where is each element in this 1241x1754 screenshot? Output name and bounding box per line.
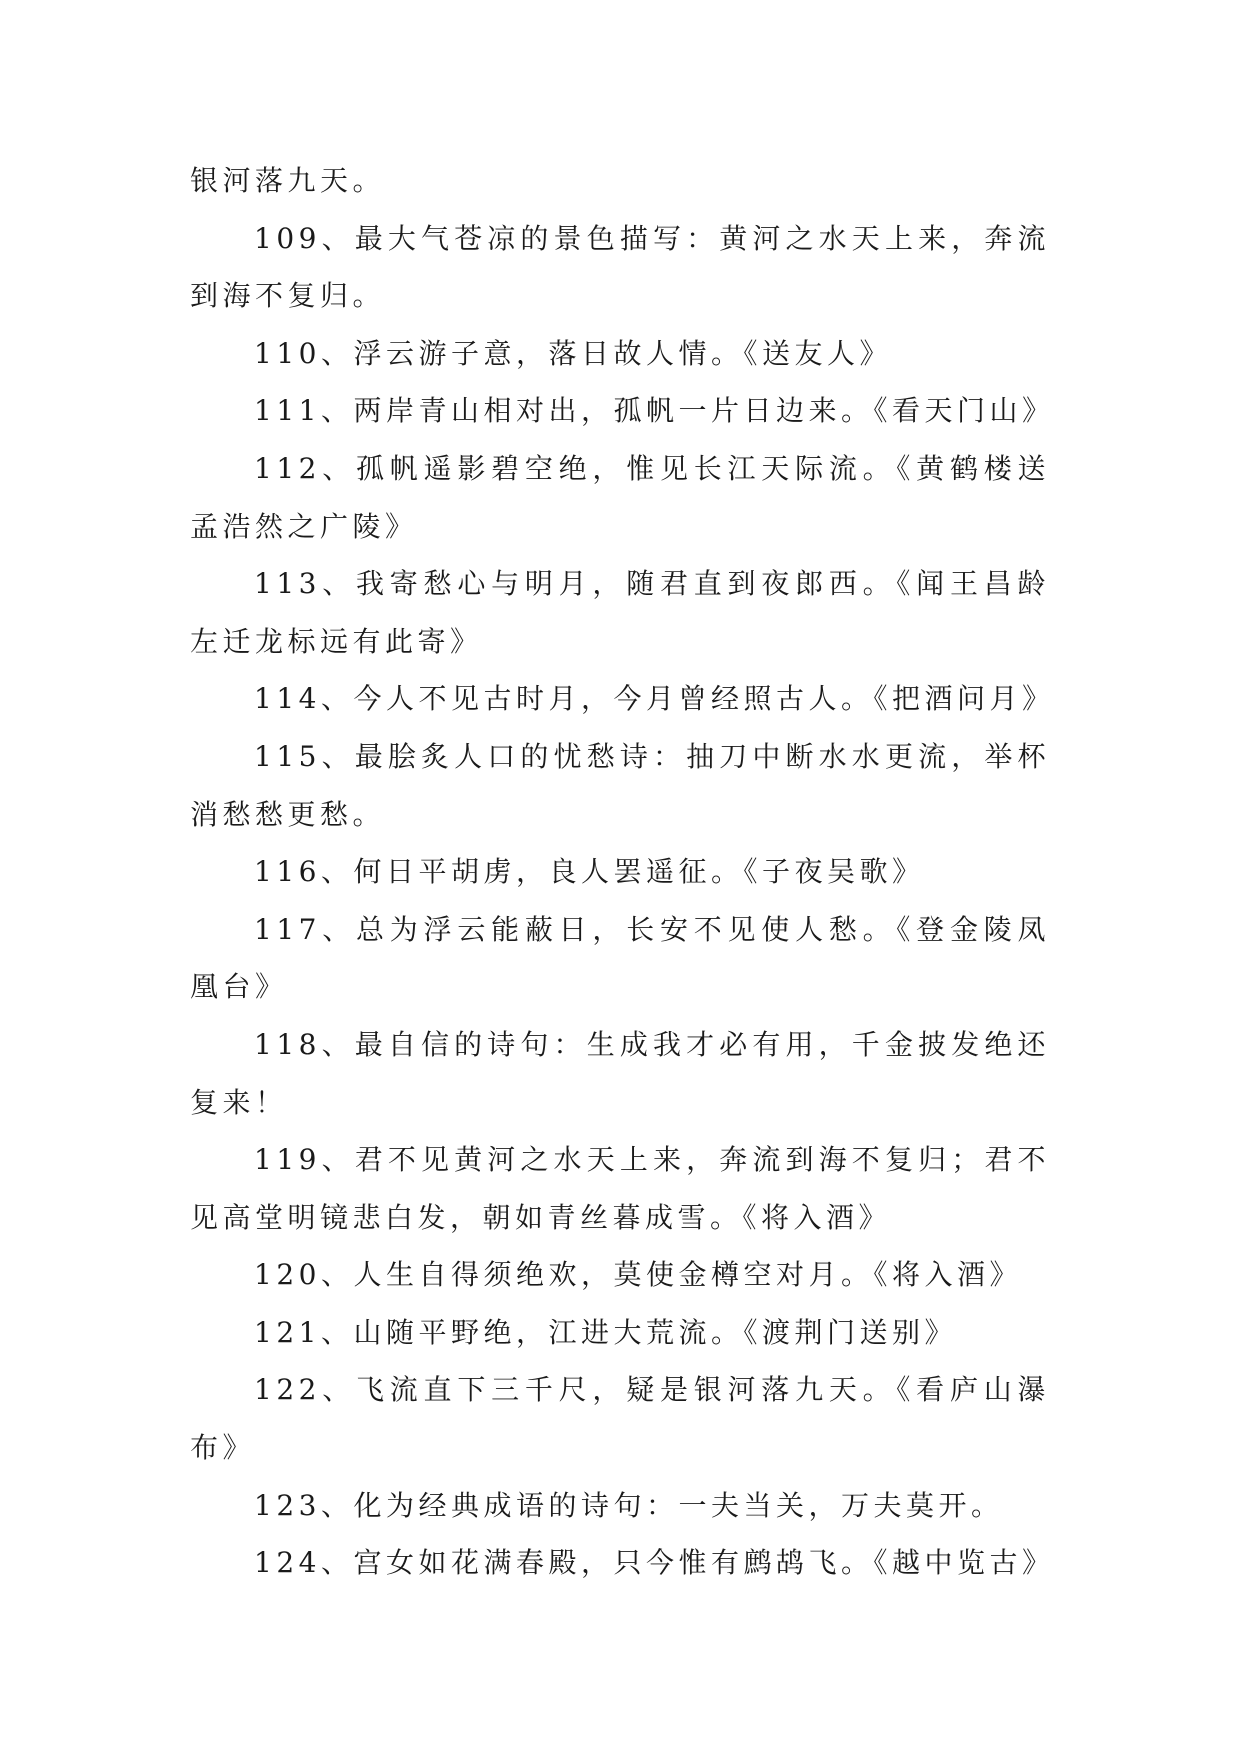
paragraph-item-115: 115、最脍炙人口的忧愁诗：抽刀中断水水更流，举杯消愁愁更愁。: [190, 739, 1050, 831]
paragraph-continuation: 银河落九天。: [190, 164, 386, 197]
paragraph-item-122: 122、飞流直下三千尺，疑是银河落九天。《看庐山瀑布》: [190, 1373, 1050, 1465]
paragraph-item-113: 113、我寄愁心与明月，随君直到夜郎西。《闻王昌龄左迁龙标远有此寄》: [190, 567, 1050, 658]
paragraph-item-118: 118、最自信的诗句：生成我才必有用，千金披发绝还复来！: [190, 1027, 1050, 1119]
paragraph-item-117: 117、总为浮云能蔽日，长安不见使人愁。《登金陵凤凰台》: [190, 912, 1050, 1004]
paragraph-item-114: 114、今人不见古时月，今月曾经照古人。《把酒问月》: [254, 682, 1055, 716]
paragraph-item-109: 109、最大气苍凉的景色描写：黄河之水天上来，奔流到海不复归。: [190, 221, 1050, 313]
paragraph-item-110: 110、浮云游子意，落日故人情。《送友人》: [254, 336, 892, 370]
paragraph-item-112: 112、孤帆遥影碧空绝，惟见长江天际流。《黄鹤楼送孟浩然之广陵》: [190, 451, 1050, 543]
paragraph-item-123: 123、化为经典成语的诗句：一夫当关，万夫莫开。: [254, 1488, 1004, 1522]
paragraph-item-111: 111、两岸青山相对出，孤帆一片日边来。《看天门山》: [254, 394, 1055, 428]
paragraph-item-124: 124、宫女如花满春殿，只今惟有鹧鸪飞。《越中览古》: [254, 1546, 1055, 1580]
paragraph-item-116: 116、何日平胡虏，良人罢遥征。《子夜吴歌》: [254, 855, 925, 889]
document-body: [190, 152, 1055, 1592]
paragraph-item-120: 120、人生自得须绝欢，莫使金樽空对月。《将入酒》: [254, 1258, 1022, 1292]
paragraph-item-121: 121、山随平野绝，江进大荒流。《渡荆门送别》: [254, 1315, 957, 1349]
paragraph-item-119: 119、君不见黄河之水天上来，奔流到海不复归；君不见高堂明镜悲白发，朝如青丝暮成雪。《将入酒》: [190, 1143, 1050, 1234]
